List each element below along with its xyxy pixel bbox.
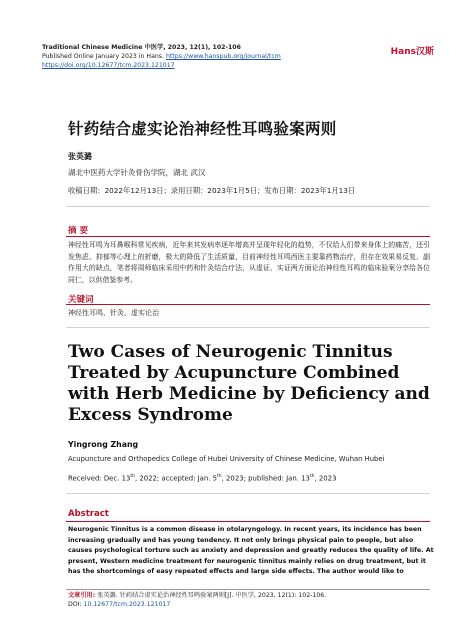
citation-text: 张英潞. 针药结合虚实论治神经性耳鸣验案两则[J]. 中医学, 2023, 12(1): 102-106.: [95, 592, 327, 599]
journal-link[interactable]: https://www.hanspub.org/journal/tcm: [165, 53, 281, 60]
english-dates: Received: Dec. 13th, 2022; accepted: Jan. 5th, 2023; published: Jan. 13th, 2023: [68, 474, 337, 483]
english-abstract-text: Neurogenic Tinnitus is a common disease in otolaryngology. In recent years, its incidence has been increasing gradually and has young tendency. It not only brings physical pain to people, but also causes psychological torture such as anxiety and depression and greatly reduces the quality of life. At present, Western medicine treatment for neurogenic tinnitus mainly relies on drug treatment, but it has the shortcomings of easy repeated effects and large side effects. The author would like to: [68, 526, 434, 575]
chinese-author: 张英潞: [68, 152, 92, 161]
english-author: Yingrong Zhang: [68, 440, 139, 449]
keywords-rule: [66, 304, 430, 305]
published-text: Published Online January 2023 in Hans.: [42, 53, 166, 60]
chinese-abstract-heading: 摘 要: [68, 226, 88, 236]
footer-rule: [66, 589, 430, 590]
divider: [66, 493, 430, 494]
published-line: [42, 53, 281, 62]
chinese-abstract-text: 神经性耳鸣为耳鼻喉科常见疾病，近年来其发病率逐年增高并呈现年轻化的趋势，不仅给人们带来身体上的痛苦，还引发焦虑、抑郁等心理上的折磨，极大的降低了生活质量，目前神经性耳鸣西医主要靠药物治疗，但存在效果易反复、副作用大的缺点，笔者将周师临床采用中药和针灸结合疗法，从虚证、实证两方面论治神经性耳鸣的临床验案分享给各位同仁，以供借鉴参考。: [68, 241, 430, 284]
footer-doi-link[interactable]: 10.12677/tcm.2023.121017: [83, 601, 171, 608]
english-abstract-heading: Abstract: [68, 509, 109, 519]
chinese-keywords: 神经性耳鸣，针灸，虚实论治: [68, 309, 159, 317]
doi-prefix: DOI:: [68, 601, 84, 608]
keywords-heading: 关键词: [68, 295, 94, 305]
journal-name: Traditional Chinese Medicine 中医学, 2023, 12(1), 102-106: [42, 44, 241, 51]
abstract-rule: [66, 236, 430, 237]
chinese-dates: 收稿日期：2022年12月13日；录用日期：2023年1月5日；发布日期：2023年1月13日: [68, 186, 356, 195]
doi-link[interactable]: https://doi.org/10.12677/tcm.2023.121017: [42, 62, 175, 69]
footer-doi-line: [68, 601, 170, 610]
english-title: Two Cases of Neurogenic Tinnitus Treated by Acupuncture Combined with Herb Medicine by Deficiency and Excess Syndrome: [68, 342, 430, 425]
journal-line: [42, 44, 241, 53]
citation-line: [68, 592, 326, 601]
doi-line: [42, 62, 175, 71]
divider: [66, 327, 430, 328]
chinese-title: 针药结合虚实论治神经性耳鸣验案两则: [68, 120, 337, 138]
chinese-affiliation: 湖北中医药大学针灸骨伤学院，湖北 武汉: [68, 168, 206, 177]
hans-logo: Hans汉斯: [390, 47, 434, 57]
english-affiliation: Acupuncture and Orthopedics College of Hubei University of Chinese Medicine, Wuhan Hubei: [68, 455, 385, 463]
abstract-rule: [66, 521, 430, 522]
citation-label: 文章引用:: [68, 592, 96, 599]
divider: [66, 206, 430, 207]
